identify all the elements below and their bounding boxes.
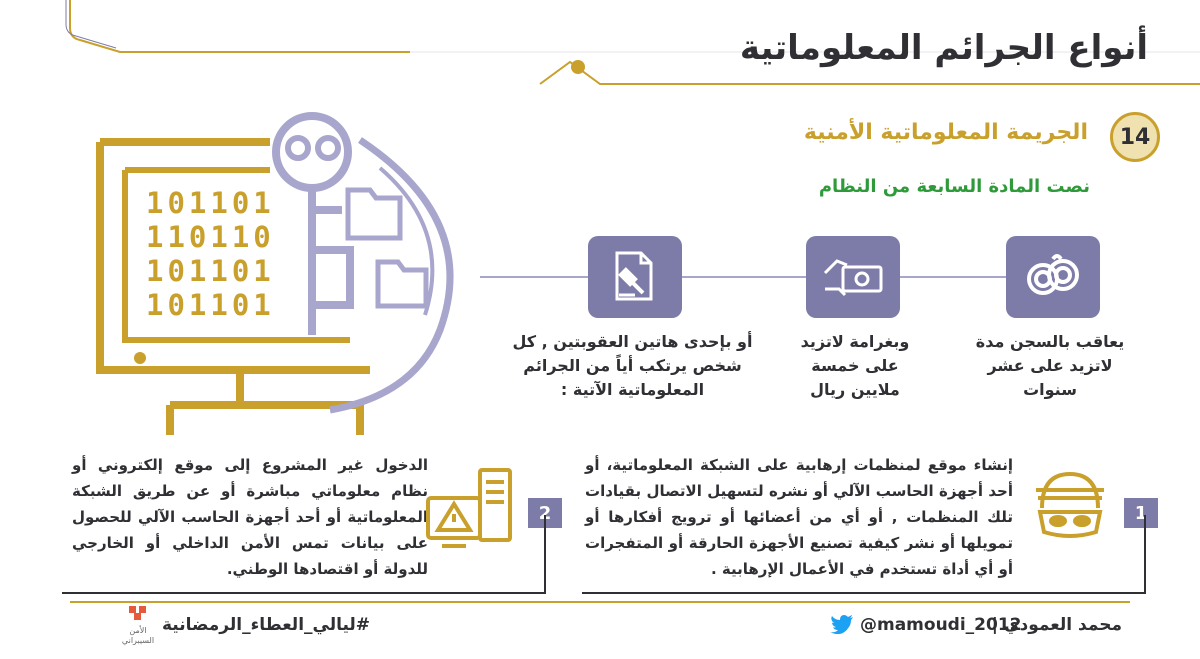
- binary-line: 101101: [146, 186, 275, 220]
- computer-key-illustration: [80, 100, 500, 440]
- author-name: محمد العمودي |: [991, 615, 1122, 635]
- twitter-icon[interactable]: [830, 614, 854, 634]
- item-2-bracket: [60, 513, 560, 595]
- handcuffs-icon-box: [1006, 236, 1100, 318]
- cyber-logo-icon: [127, 604, 149, 622]
- section-number-badge: 14: [1110, 112, 1160, 162]
- money-icon-box: [806, 236, 900, 318]
- item-2-text: الدخول غير المشروع إلى موقع إلكتروني أو نظام معلوماتي مباشرة أو عن طريق الشبكة المعلوماتية أو أحد أجهزة الحاسب الآلي للحصول على بيانات تمس الأمن الداخلي أو الخارجي للدولة أو اقتصادها الوطني.: [72, 456, 428, 578]
- item-2-number: 2: [528, 498, 562, 528]
- item-1-number: 1: [1124, 498, 1158, 528]
- item-1-text: إنشاء موقع لمنظمات إرهابية على الشبكة المعلوماتية، أو أحد أجهزة الحاسب الآلي أو نشره لتسهيل الاتصال بقيادات تلك المنظمات , أو أي من أعضائها أو ترويج أفكارها أو تمويلها أو نشر كيفية تصنيع الأجهزة الحارقة أو المتفجرات أو أي أداة تستخدم في الأعمال الإرهابية .: [585, 456, 1013, 578]
- cyber-logo: [120, 604, 156, 650]
- gavel-document-icon-box: [588, 236, 682, 318]
- header-dot: [571, 60, 585, 74]
- binary-line: 101101: [146, 254, 275, 288]
- section-title: الجريمة المعلوماتية الأمنية: [803, 120, 1088, 145]
- binary-code: [146, 186, 275, 322]
- cyber-logo-text: الأمن السيبراني: [121, 626, 155, 645]
- key-icon: [276, 116, 450, 410]
- footer-hashtag: #ليالي_العطاء_الرمضانية: [162, 615, 371, 635]
- article-reference: نصت المادة السابعة من النظام: [818, 176, 1090, 197]
- footer-divider: [70, 600, 1130, 604]
- gavel-document-icon: [605, 247, 665, 307]
- money-icon: [821, 251, 885, 303]
- step-text-fine: وبغرامة لاتزيد على خمسة ملايين ريال: [800, 332, 910, 399]
- page-title: أنواع الجرائم المعلوماتية: [739, 28, 1148, 68]
- handcuffs-icon: [1023, 249, 1083, 305]
- binary-line: 110110: [146, 220, 275, 254]
- twitter-handle[interactable]: @mamoudi_2012: [860, 615, 1022, 635]
- steps-connector: [480, 275, 1040, 279]
- step-text-either: أو بإحدى هاتين العقوبتين , كل شخص يرتكب أياً من الجرائم المعلوماتية الآتية :: [512, 332, 753, 399]
- binary-line: 101101: [146, 288, 275, 322]
- step-text-prison: يعاقب بالسجن مدة لاتزيد على عشر سنوات: [975, 332, 1125, 399]
- item-1-bracket: [580, 513, 1150, 595]
